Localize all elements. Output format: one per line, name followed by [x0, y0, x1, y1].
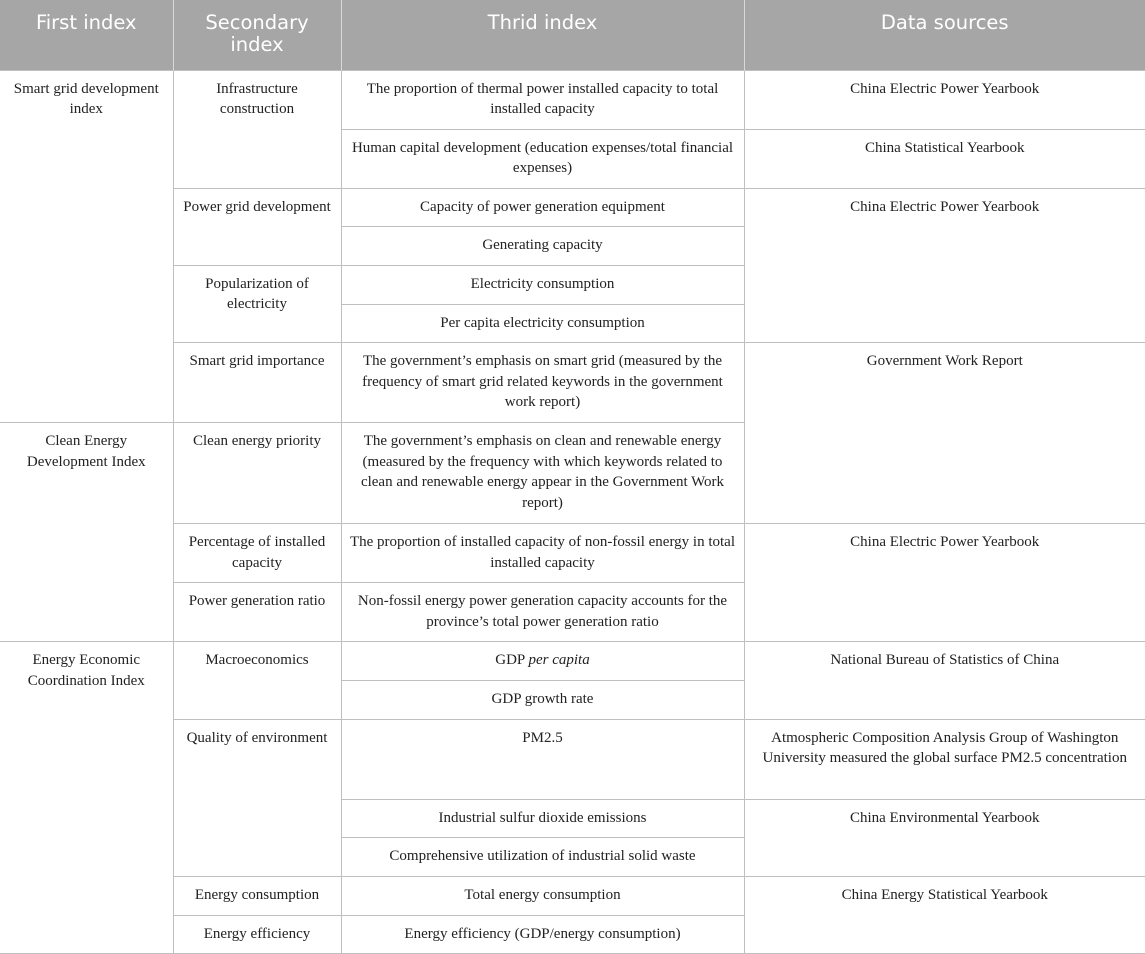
- third-index-cell: PM2.5: [341, 719, 744, 799]
- data-source-cell: Atmospheric Composition Analysis Group of Washington University measured the global surface PM2.5 concentration: [744, 719, 1145, 799]
- data-source-cell: China Electric Power Yearbook: [744, 188, 1145, 343]
- data-source-cell: China Environmental Yearbook: [744, 799, 1145, 876]
- third-index-cell: Energy efficiency (GDP/energy consumption): [341, 915, 744, 954]
- secondary-index-cell: Energy efficiency: [173, 915, 341, 954]
- data-source-cell: National Bureau of Statistics of China: [744, 642, 1145, 719]
- first-index-cell: Clean Energy Development Index: [0, 423, 173, 642]
- secondary-index-cell: Power generation ratio: [173, 583, 341, 642]
- header-secondary-index: Secondary index: [173, 0, 341, 70]
- third-index-cell: The government’s emphasis on clean and renewable energy (measured by the frequency with which keywords related to clean and renewable energy appear in the Government Work report): [341, 423, 744, 524]
- third-index-cell: Total energy consumption: [341, 877, 744, 916]
- header-data-sources: Data sources: [744, 0, 1145, 70]
- table-row: [0, 642, 1145, 681]
- data-source-cell: Government Work Report: [744, 343, 1145, 524]
- gdp-label: GDP: [495, 652, 529, 669]
- secondary-index-cell: Clean energy priority: [173, 423, 341, 524]
- secondary-index-cell: Smart grid importance: [173, 343, 341, 423]
- per-capita-label: per capita: [528, 652, 590, 669]
- header-third-index: Thrid index: [341, 0, 744, 70]
- third-index-cell: Non-fossil energy power generation capacity accounts for the province’s total power generation ratio: [341, 583, 744, 642]
- data-source-cell: China Electric Power Yearbook: [744, 70, 1145, 129]
- third-index-cell: GDP growth rate: [341, 680, 744, 719]
- data-source-cell: China Statistical Yearbook: [744, 129, 1145, 188]
- third-index-cell: The proportion of thermal power installed capacity to total installed capacity: [341, 70, 744, 129]
- secondary-index-cell: Infrastructure construction: [173, 70, 341, 188]
- secondary-index-cell: Power grid development: [173, 188, 341, 265]
- secondary-index-cell: Macroeconomics: [173, 642, 341, 719]
- data-source-cell: China Energy Statistical Yearbook: [744, 877, 1145, 954]
- third-index-cell: Per capita electricity consumption: [341, 304, 744, 343]
- third-index-cell: Generating capacity: [341, 227, 744, 266]
- header-first-index: First index: [0, 0, 173, 70]
- table-row: [0, 70, 1145, 129]
- secondary-index-cell: Energy consumption: [173, 877, 341, 916]
- data-source-cell: China Electric Power Yearbook: [744, 524, 1145, 642]
- secondary-index-cell: Popularization of electricity: [173, 265, 341, 342]
- first-index-cell: Smart grid development index: [0, 70, 173, 423]
- third-index-cell: Electricity consumption: [341, 265, 744, 304]
- first-index-cell: Energy Economic Coordination Index: [0, 642, 173, 954]
- third-index-cell: Human capital development (education expenses/total financial expenses): [341, 129, 744, 188]
- third-index-cell: The government’s emphasis on smart grid (measured by the frequency of smart grid related keywords in the government work report): [341, 343, 744, 423]
- header-row: [0, 0, 1145, 70]
- secondary-index-cell: Quality of environment: [173, 719, 341, 876]
- secondary-index-cell: Percentage of installed capacity: [173, 524, 341, 583]
- third-index-cell: Capacity of power generation equipment: [341, 188, 744, 227]
- third-index-cell: The proportion of installed capacity of non-fossil energy in total installed capacity: [341, 524, 744, 583]
- third-index-cell: Industrial sulfur dioxide emissions: [341, 799, 744, 838]
- third-index-cell: Comprehensive utilization of industrial solid waste: [341, 838, 744, 877]
- third-index-cell: [341, 642, 744, 681]
